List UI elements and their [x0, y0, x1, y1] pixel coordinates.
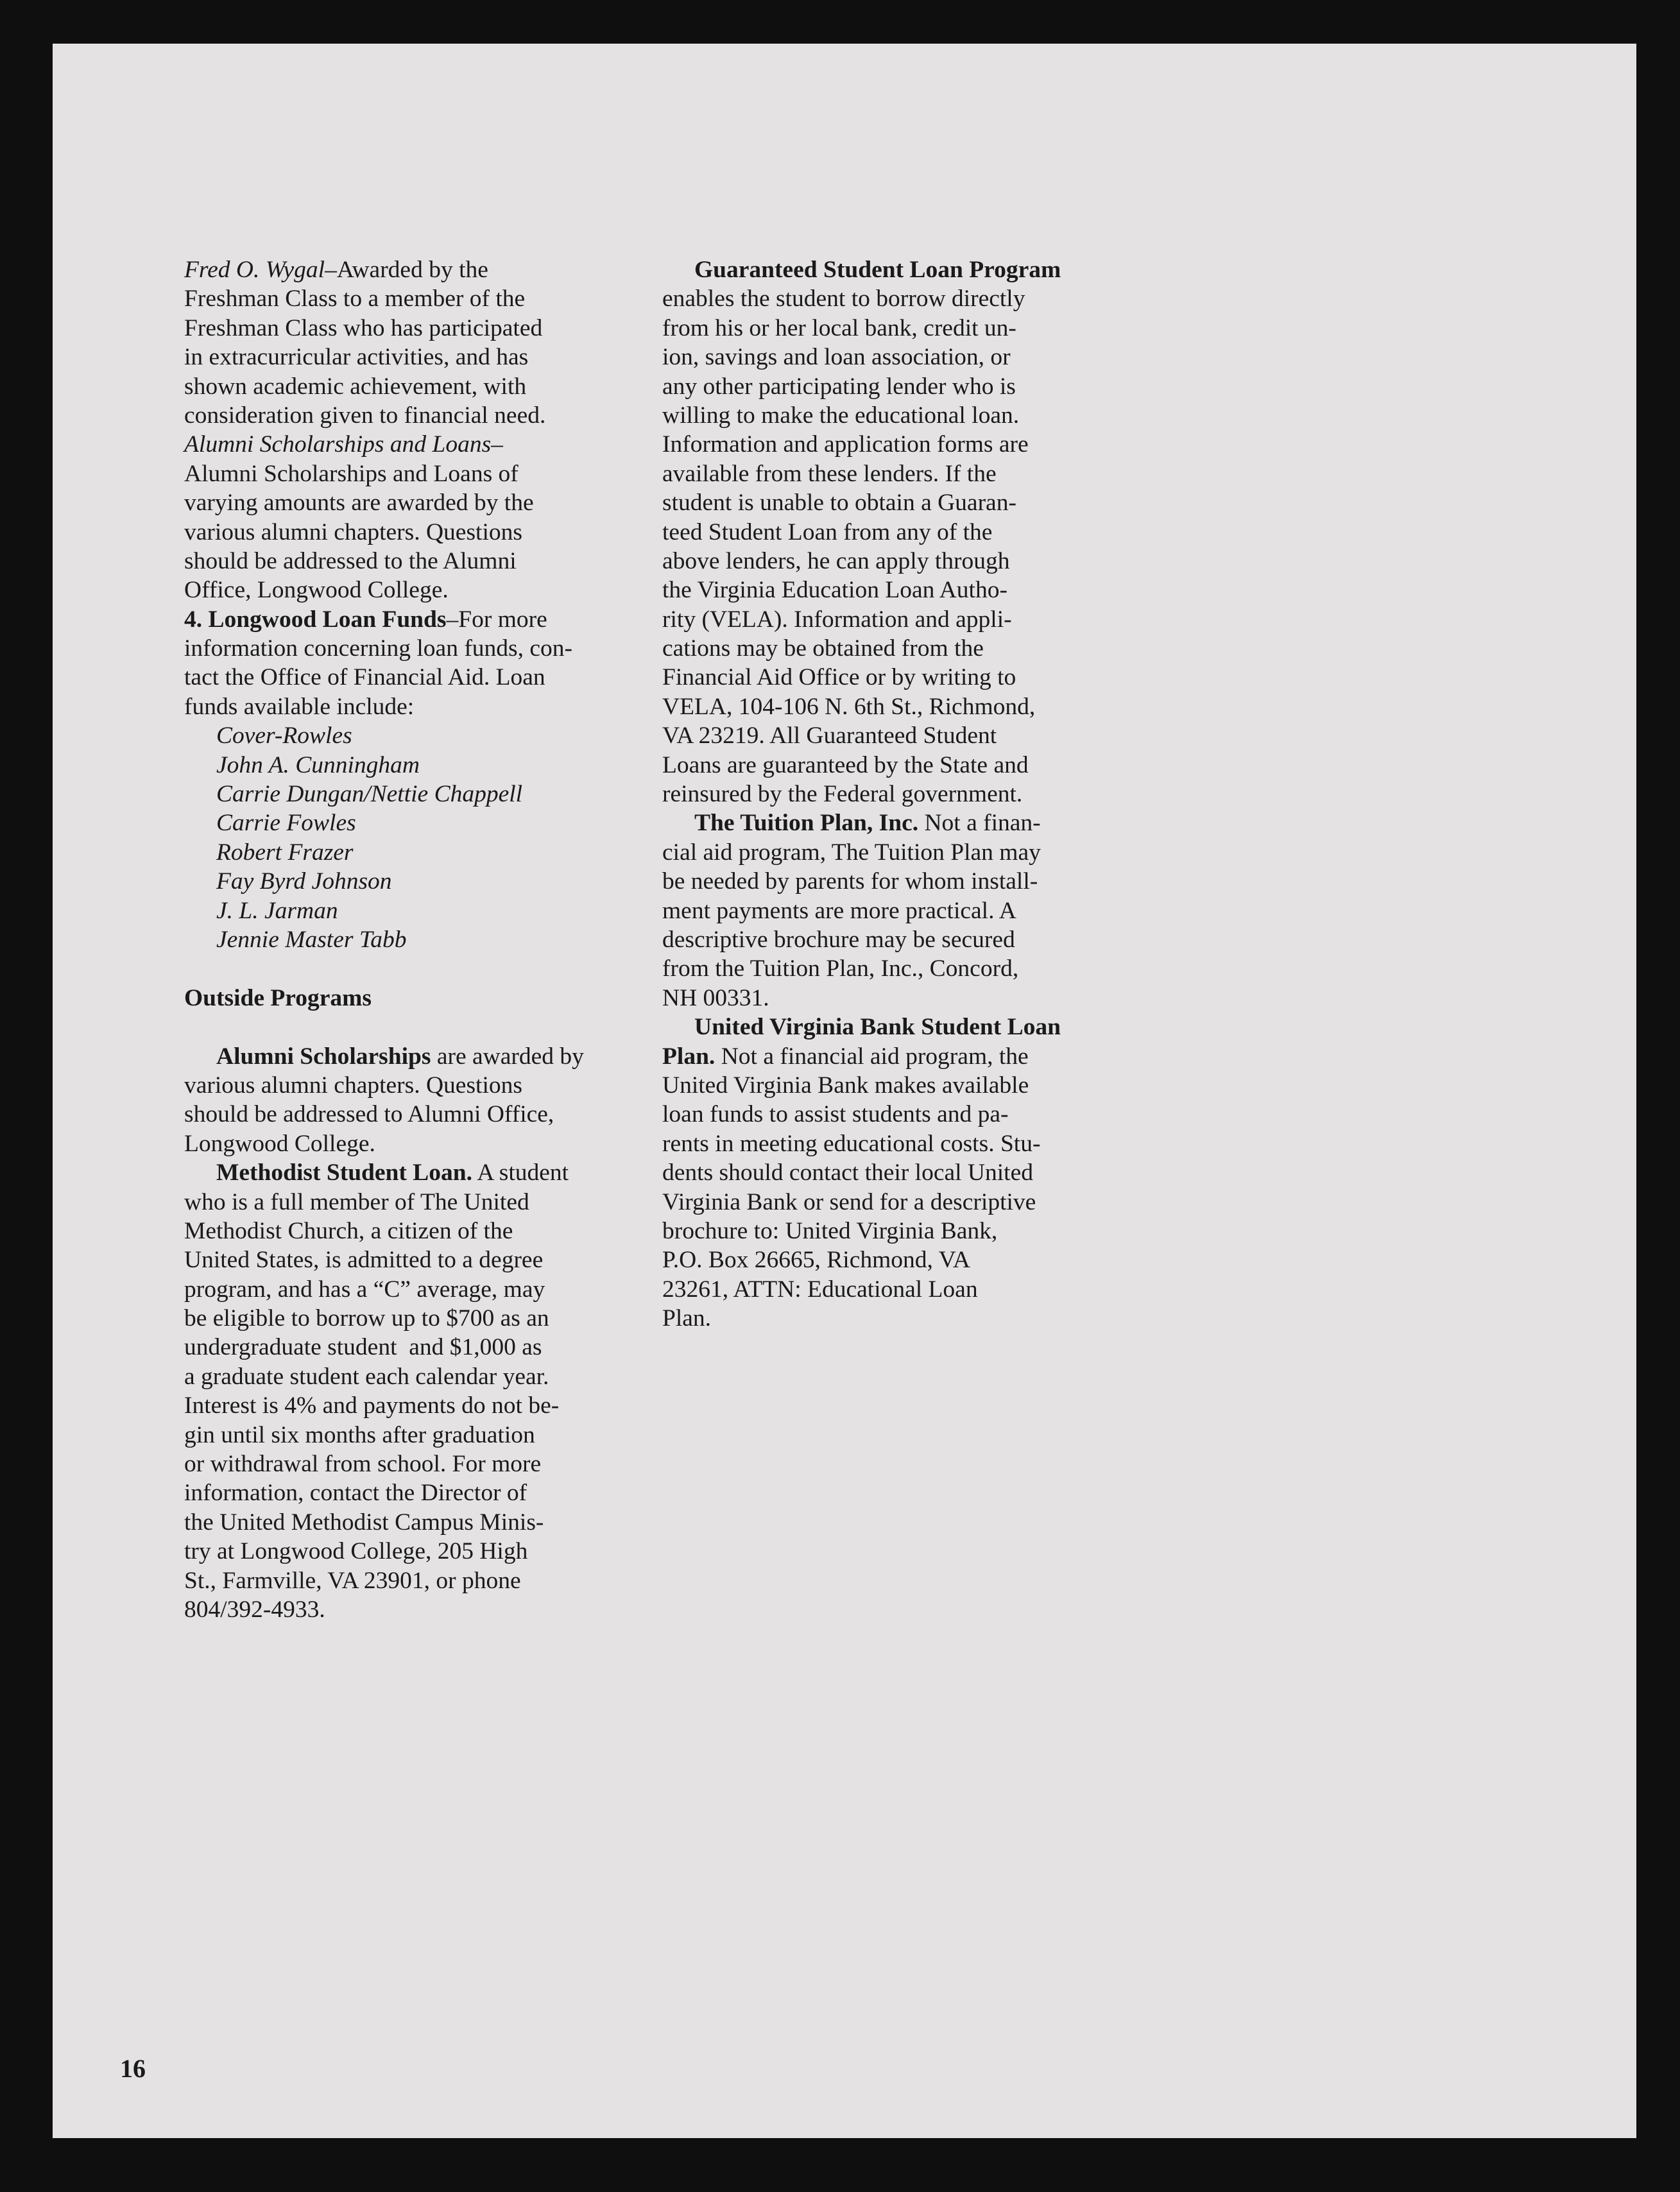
- page-number: 16: [120, 2054, 146, 2083]
- loan-fund-item: Fay Byrd Johnson: [216, 868, 392, 895]
- longwood-loan-entry: 4. Longwood Loan Funds–For more: [184, 606, 547, 633]
- loan-fund-item: John A. Cunningham: [216, 751, 420, 778]
- wygal-entry: Fred O. Wygal–Awarded by the: [184, 257, 488, 283]
- alumni-scholarships-entry: Alumni Scholarships are awarded by: [216, 1043, 584, 1070]
- alumni-scholarships-heading: Alumni Scholarships: [216, 1043, 431, 1070]
- wygal-name: Fred O. Wygal: [184, 257, 325, 283]
- loan-fund-item: Jennie Master Tabb: [216, 926, 407, 953]
- guaranteed-heading: Guaranteed Student Loan Program: [694, 257, 1061, 283]
- loan-fund-item: Carrie Fowles: [216, 810, 356, 837]
- tuition-plan-heading: The Tuition Plan, Inc.: [694, 810, 919, 837]
- longwood-loan-heading: 4. Longwood Loan Funds: [184, 606, 447, 633]
- loan-fund-item: Carrie Dungan/Nettie Chappell: [216, 781, 523, 808]
- document-page: [53, 44, 1636, 2138]
- left-column: Fred O. Wygal–Awarded by the Freshman Class to a member of the Freshman Class who has participated in extracurricular activities, and has shown academic achievement, with consideration given to financial need. Alumni Scholarships and Loans– Alumni Scholarships and Loans of varying amounts are awarded by the various alumni chapters. Questions should be addressed to the Alumni Office, Longwood College. 4. Longwood Loan Funds–For more information concerning loan funds, con- tact the Office of Financial Aid. Loan funds available include: Cover-Rowles John A. Cunningham Carrie Dungan/Nettie Chappell Carrie Fowles Robert Frazer Fay Byrd Johnson J. L. Jarman Jennie Master Tabb Outside Programs Alumni Scholarships are awarded by various alumni chapters. Questions should be addressed to Alumni Office, Longwood College. Methodist Student Loan. A student who is a full member of The United Methodist Church, a citizen of the United States, is admitted to a degree program, and has a “C” average, may be eligible to borrow up to $700 as an undergraduate student and $1,000 as a graduate student each calendar year. Interest is 4% and payments do not be- gin until six months after graduation or withdrawal from school. For more information, contact the Director of the United Methodist Campus Minis- try at Longwood College, 205 High St., Farmville, VA 23901, or phone 804/392-4933.: [184, 255, 672, 1624]
- loan-fund-item: Robert Frazer: [216, 839, 354, 866]
- right-column: Guaranteed Student Loan Program enables the student to borrow directly from his or her local bank, credit un- ion, savings and loan association, or any other participating lender who is willing to make the educational loan. Information and application forms are available from these lenders. If the student is unable to obtain a Guaran- teed Student Loan from any of the above lenders, he can apply through the Virginia Education Loan Autho- rity (VELA). Information and appli- cations may be obtained from the Financial Aid Office or by writing to VELA, 104-106 N. 6th St., Richmond, VA 23219. All Guaranteed Student Loans are guaranteed by the State and reinsured by the Federal government. The Tuition Plan, Inc. Not a finan- cial aid program, The Tuition Plan may be needed by parents for whom install- ment payments are more practical. A descriptive brochure may be secured from the Tuition Plan, Inc., Concord, NH 00331. United Virginia Bank Student Loan Plan. Not a financial aid program, the United Virginia Bank makes available loan funds to assist students and pa- rents in meeting educational costs. Stu- dents should contact their local United Virginia Bank or send for a descriptive brochure to: United Virginia Bank, P.O. Box 26665, Richmond, VA 23261, ATTN: Educational Loan Plan.: [662, 255, 1150, 1333]
- alumni-loans-heading: Alumni Scholarships and Loans–: [184, 431, 503, 458]
- outside-programs-heading: Outside Programs: [184, 984, 372, 1011]
- uvb-entry: Plan. Not a financial aid program, the: [662, 1043, 1029, 1070]
- loan-fund-item: Cover-Rowles: [216, 723, 352, 749]
- methodist-heading: Methodist Student Loan.: [216, 1160, 473, 1186]
- loan-fund-item: J. L. Jarman: [216, 897, 338, 924]
- tuition-plan-entry: The Tuition Plan, Inc. Not a finan-: [694, 810, 1041, 837]
- uvb-heading: United Virginia Bank Student Loan: [694, 1014, 1061, 1041]
- methodist-entry: Methodist Student Loan. A student: [216, 1160, 569, 1186]
